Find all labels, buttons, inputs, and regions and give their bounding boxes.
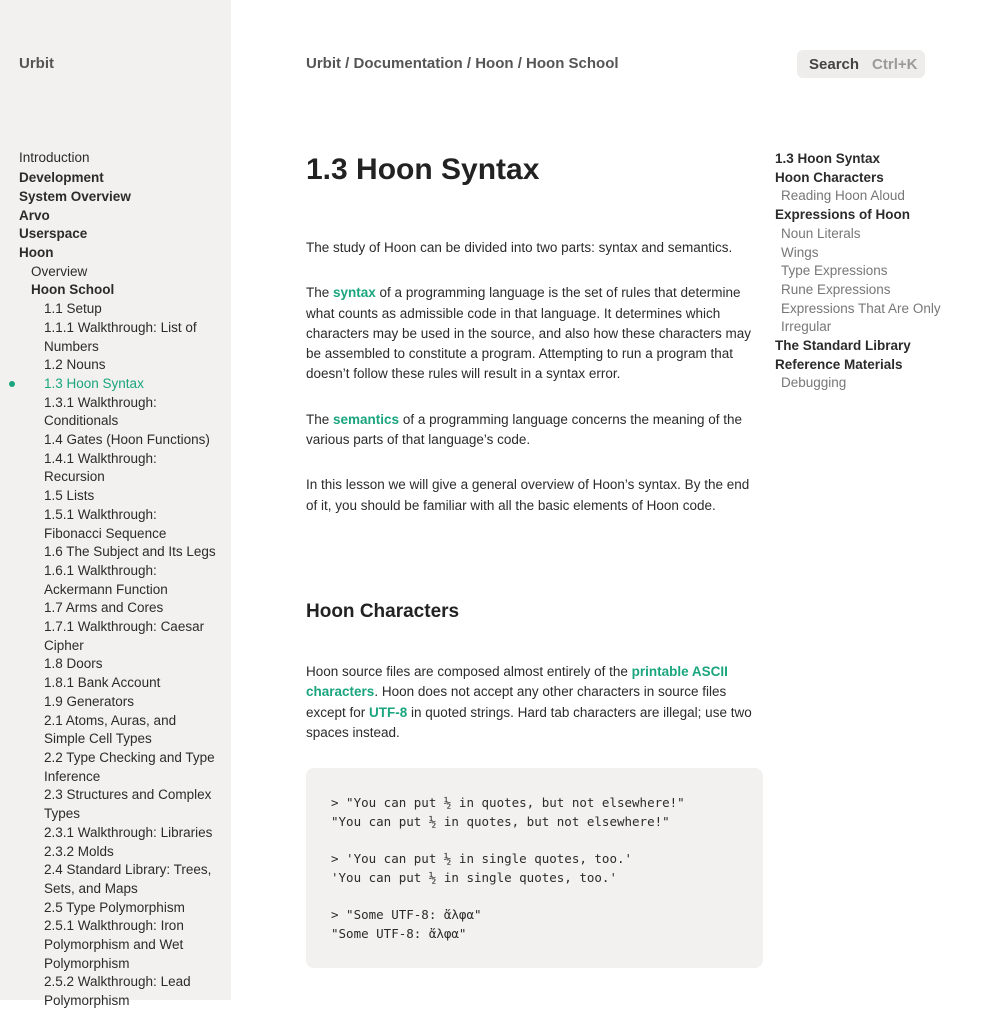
toc-item[interactable]: Debugging <box>781 375 847 391</box>
sidebar-item[interactable] <box>0 824 231 843</box>
toc-item[interactable]: Rune Expressions <box>781 281 891 297</box>
utf8-link[interactable]: UTF-8 <box>369 704 408 720</box>
sidebar-item[interactable] <box>0 712 231 749</box>
breadcrumb-hoon-school[interactable]: Hoon School <box>526 55 619 72</box>
search-shortcut: Ctrl+K <box>872 55 918 73</box>
sidebar-item-label: 2.5.1 Walkthrough: Iron Polymorphism and Wet Polymorphism <box>44 918 184 971</box>
sidebar-item[interactable] <box>0 973 231 1010</box>
sidebar-item[interactable] <box>0 693 231 712</box>
sidebar-item[interactable] <box>0 225 231 244</box>
text-fragment: The <box>306 285 334 301</box>
breadcrumb <box>306 55 619 72</box>
text-fragment: of a programming language is the set of rules that determine what counts as admissible code in that language. It determines which characters may be used in the source, and also how these characters may be assembled to constitute a program. Attempting to run a program that doesn’t follow these rules will result in a syntax error. <box>306 285 751 382</box>
sidebar-item-label: Development <box>19 170 104 186</box>
sidebar-item-label: 1.7 Arms and Cores <box>44 600 164 616</box>
sidebar-item[interactable] <box>0 917 231 973</box>
sidebar-item-label: Overview <box>31 263 88 279</box>
sidebar-item[interactable] <box>0 356 231 375</box>
toc-item[interactable]: Type Expressions <box>781 263 888 279</box>
text-fragment: in quoted strings. Hard tab characters are illegal; use two spaces instead. <box>306 704 752 740</box>
sidebar-item[interactable] <box>0 169 231 188</box>
syntax-paragraph <box>306 283 763 384</box>
section-heading-hoon-characters: Hoon Characters <box>306 600 460 622</box>
breadcrumb-separator: / <box>341 55 354 72</box>
sidebar-item[interactable] <box>0 506 231 543</box>
text-fragment: Hoon source files are composed almost entirely of the <box>306 663 632 679</box>
sidebar-item-label: 1.3 Hoon Syntax <box>44 375 144 391</box>
sidebar-item[interactable] <box>0 749 231 786</box>
code-block[interactable] <box>306 768 763 968</box>
search-label: Search <box>809 55 860 73</box>
sidebar-item-label: 1.8 Doors <box>44 656 103 672</box>
sidebar-item-label: 2.3.2 Molds <box>44 843 114 859</box>
toc-item[interactable]: Wings <box>781 244 819 260</box>
sidebar-item-label: 1.7.1 Walkthrough: Caesar Cipher <box>44 619 205 653</box>
sidebar-item-label: 1.6.1 Walkthrough: Ackermann Function <box>44 562 168 597</box>
sidebar-item[interactable] <box>0 300 231 319</box>
sidebar-item[interactable] <box>0 487 231 506</box>
sidebar-logo[interactable]: Urbit <box>19 55 54 72</box>
sidebar-item[interactable] <box>0 281 231 300</box>
sidebar-item[interactable] <box>0 674 231 693</box>
sidebar-item-label: 2.5 Type Polymorphism <box>44 899 185 915</box>
toc-item[interactable]: Reference Materials <box>775 356 903 372</box>
code-line: > "Some UTF-8: ἄλφα" <box>331 907 482 923</box>
code-line: > "You can put ½ in quotes, but not elsewhere!" <box>331 795 685 811</box>
toc-item[interactable]: Reading Hoon Aloud <box>781 188 905 204</box>
sidebar-item[interactable] <box>0 188 231 207</box>
sidebar-item-label: 2.3.1 Walkthrough: Libraries <box>44 824 213 840</box>
code-line <box>331 888 738 907</box>
sidebar-nav <box>0 149 231 1011</box>
sidebar-item[interactable] <box>0 562 231 599</box>
search-button[interactable] <box>797 50 925 78</box>
sidebar-item-label: 1.5.1 Walkthrough: Fibonacci Sequence <box>44 506 167 541</box>
code-line: "You can put ½ in quotes, but not elsewhere!" <box>331 813 670 829</box>
sidebar-item-label: Hoon School <box>31 282 115 298</box>
breadcrumb-hoon[interactable]: Hoon <box>475 55 514 72</box>
sidebar-item-label: 1.1.1 Walkthrough: List of Numbers <box>44 319 197 354</box>
sidebar-item[interactable] <box>0 861 231 898</box>
toc-item[interactable]: The Standard Library <box>775 338 911 354</box>
code-line <box>331 832 738 851</box>
sidebar-item-label: 2.5.2 Walkthrough: Lead Polymorphism <box>44 974 191 1009</box>
sidebar-item-label: 2.2 Type Checking and Type Inference <box>44 750 215 784</box>
sidebar-item-label: 1.1 Setup <box>44 301 102 317</box>
sidebar-item[interactable] <box>0 543 231 562</box>
breadcrumb-separator: / <box>513 55 527 72</box>
breadcrumb-separator: / <box>462 55 476 72</box>
sidebar-item[interactable] <box>0 599 231 618</box>
syntax-link[interactable]: syntax <box>333 285 376 301</box>
breadcrumb-documentation[interactable]: Documentation <box>353 55 463 72</box>
sidebar-item[interactable] <box>0 899 231 918</box>
sidebar-item[interactable] <box>0 207 231 226</box>
sidebar-item-label: Introduction <box>19 150 90 165</box>
code-line: > 'You can put ½ in single quotes, too.' <box>331 851 633 867</box>
sidebar-item-label: 1.8.1 Bank Account <box>44 675 161 691</box>
sidebar-item-active[interactable] <box>0 375 231 394</box>
sidebar-item[interactable] <box>0 263 231 282</box>
sidebar-item[interactable] <box>0 655 231 674</box>
sidebar-item[interactable] <box>0 843 231 862</box>
table-of-contents <box>775 150 975 393</box>
text-fragment: . Hoon does not accept any other characters in source files except for <box>306 684 727 720</box>
sidebar-item[interactable] <box>0 786 231 823</box>
toc-item[interactable]: Expressions of Hoon <box>775 207 911 223</box>
code-line: 'You can put ½ in single quotes, too.' <box>331 869 617 885</box>
sidebar-item[interactable] <box>0 618 231 655</box>
sidebar-item-label: Hoon <box>19 245 54 261</box>
sidebar-item[interactable] <box>0 319 231 356</box>
sidebar-item-label: 1.5 Lists <box>44 488 95 504</box>
sidebar-item[interactable] <box>0 450 231 487</box>
sidebar-item[interactable] <box>0 149 231 168</box>
intro-paragraph: The study of Hoon can be divided into two parts: syntax and semantics. <box>306 240 733 255</box>
sidebar-item[interactable] <box>0 394 231 431</box>
sidebar <box>0 0 231 1009</box>
sidebar-item-label: 1.2 Nouns <box>44 357 106 373</box>
toc-item[interactable]: Expressions That Are Only Irregular <box>781 300 941 335</box>
sidebar-item-label: System Overview <box>19 188 131 204</box>
toc-item[interactable]: 1.3 Hoon Syntax <box>775 151 881 166</box>
sidebar-item-label: 1.3.1 Walkthrough: Conditionals <box>44 394 157 429</box>
toc-item[interactable]: Hoon Characters <box>775 169 884 185</box>
sidebar-item-label: 1.6 The Subject and Its Legs <box>44 544 216 560</box>
sidebar-item-label: 2.1 Atoms, Auras, and Simple Cell Types <box>44 712 177 747</box>
overview-paragraph: In this lesson we will give a general overview of Hoon’s syntax. By the end of it, you should be familiar with all the basic elements of Hoon code. <box>306 477 750 513</box>
semantics-link[interactable]: semantics <box>333 411 400 427</box>
main-content <box>306 150 763 968</box>
breadcrumb-urbit[interactable]: Urbit <box>306 55 341 72</box>
semantics-paragraph <box>306 410 763 451</box>
toc-item[interactable]: Noun Literals <box>781 225 861 241</box>
sidebar-item-label: Arvo <box>19 207 50 223</box>
sidebar-item[interactable] <box>0 431 231 450</box>
page-title: 1.3 Hoon Syntax <box>306 153 540 186</box>
sidebar-item[interactable] <box>0 244 231 263</box>
text-fragment: The <box>306 411 334 427</box>
code-line: "Some UTF-8: ἄλφα" <box>331 926 467 942</box>
sidebar-item-label: 1.9 Generators <box>44 693 135 709</box>
characters-paragraph <box>306 662 763 743</box>
sidebar-item-label: 1.4.1 Walkthrough: Recursion <box>44 450 157 485</box>
sidebar-item-label: 2.4 Standard Library: Trees, Sets, and Maps <box>44 862 212 896</box>
active-indicator-dot <box>9 381 15 387</box>
sidebar-item-label: Userspace <box>19 226 88 242</box>
text-fragment: of a programming language concerns the meaning of the various parts of that language’s code. <box>306 411 743 448</box>
sidebar-item-label: 1.4 Gates (Hoon Functions) <box>44 432 210 448</box>
printable-ascii-link[interactable]: printable ASCII characters <box>306 663 728 700</box>
sidebar-item-label: 2.3 Structures and Complex Types <box>44 787 212 822</box>
